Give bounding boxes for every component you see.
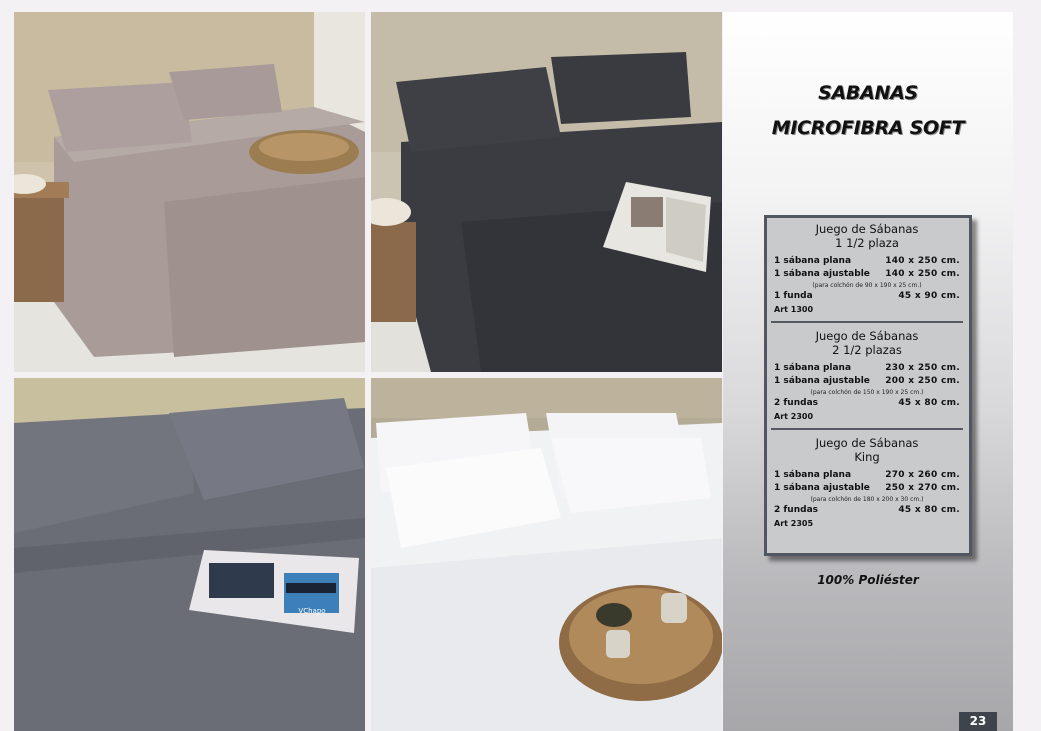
set-2-1-2-plazas — [774, 329, 960, 423]
spec-row — [774, 482, 960, 495]
spec-row — [774, 290, 960, 303]
divider — [771, 321, 963, 323]
set-subtitle: 2 1/2 plazas — [832, 343, 902, 357]
title-line-1: SABANAS — [818, 82, 918, 104]
spec-size: 140 x 250 cm. — [885, 256, 960, 266]
set-title-text: Juego de Sábanas — [815, 436, 919, 450]
spec-size: 250 x 270 cm. — [885, 483, 960, 493]
spec-row — [774, 469, 960, 482]
title-line-2: MICROFIBRA SOFT — [771, 117, 965, 139]
spec-item: 1 sábana ajustable — [774, 269, 870, 279]
spec-item: 2 fundas — [774, 398, 818, 408]
mattress-note: (para colchón de 180 x 200 x 30 cm.) — [810, 496, 924, 503]
set-subtitle: 1 1/2 plaza — [835, 236, 899, 250]
photo-white-sheets — [371, 378, 722, 731]
spec-row — [774, 255, 960, 268]
product-title — [723, 76, 1013, 146]
set-title — [774, 436, 960, 464]
article-number: Art 2300 — [774, 412, 814, 421]
magazine-brand-text: VChapo — [298, 607, 326, 615]
set-king — [774, 436, 960, 530]
set-title — [774, 329, 960, 357]
spec-box — [764, 215, 972, 556]
set-title — [774, 222, 960, 250]
article-number: Art 2305 — [774, 519, 814, 528]
photo-gray-sheets — [14, 378, 365, 731]
spec-size: 45 x 90 cm. — [898, 291, 960, 301]
spec-size: 200 x 250 cm. — [885, 376, 960, 386]
spec-row — [774, 362, 960, 375]
spec-item: 1 sábana plana — [774, 256, 852, 266]
spec-item: 1 sábana ajustable — [774, 376, 870, 386]
set-title-text: Juego de Sábanas — [815, 222, 919, 236]
spec-item: 2 fundas — [774, 505, 818, 515]
spec-row — [774, 268, 960, 281]
photo-charcoal-sheets — [371, 12, 722, 372]
spec-item: 1 sábana plana — [774, 470, 852, 480]
spec-row — [774, 504, 960, 517]
set-subtitle: King — [854, 450, 880, 464]
article-number: Art 1300 — [774, 305, 814, 314]
divider — [771, 428, 963, 430]
spec-size: 230 x 250 cm. — [885, 363, 960, 373]
set-1-1-2-plaza — [774, 222, 960, 316]
spec-item: 1 sábana plana — [774, 363, 852, 373]
spec-size: 45 x 80 cm. — [898, 398, 960, 408]
spec-row — [774, 375, 960, 388]
spec-size: 270 x 260 cm. — [885, 470, 960, 480]
spec-size: 45 x 80 cm. — [898, 505, 960, 515]
page-number: 23 — [959, 712, 997, 731]
material-label: 100% Poliéster — [817, 573, 919, 587]
set-title-text: Juego de Sábanas — [815, 329, 919, 343]
spec-size: 140 x 250 cm. — [885, 269, 960, 279]
product-info-panel — [723, 12, 1013, 731]
photo-taupe-sheets — [14, 12, 365, 372]
mattress-note: (para colchón de 90 x 190 x 25 cm.) — [812, 282, 922, 289]
spec-item: 1 funda — [774, 291, 813, 301]
spec-row — [774, 397, 960, 410]
mattress-note: (para colchón de 150 x 190 x 25 cm.) — [810, 389, 924, 396]
spec-item: 1 sábana ajustable — [774, 483, 870, 493]
